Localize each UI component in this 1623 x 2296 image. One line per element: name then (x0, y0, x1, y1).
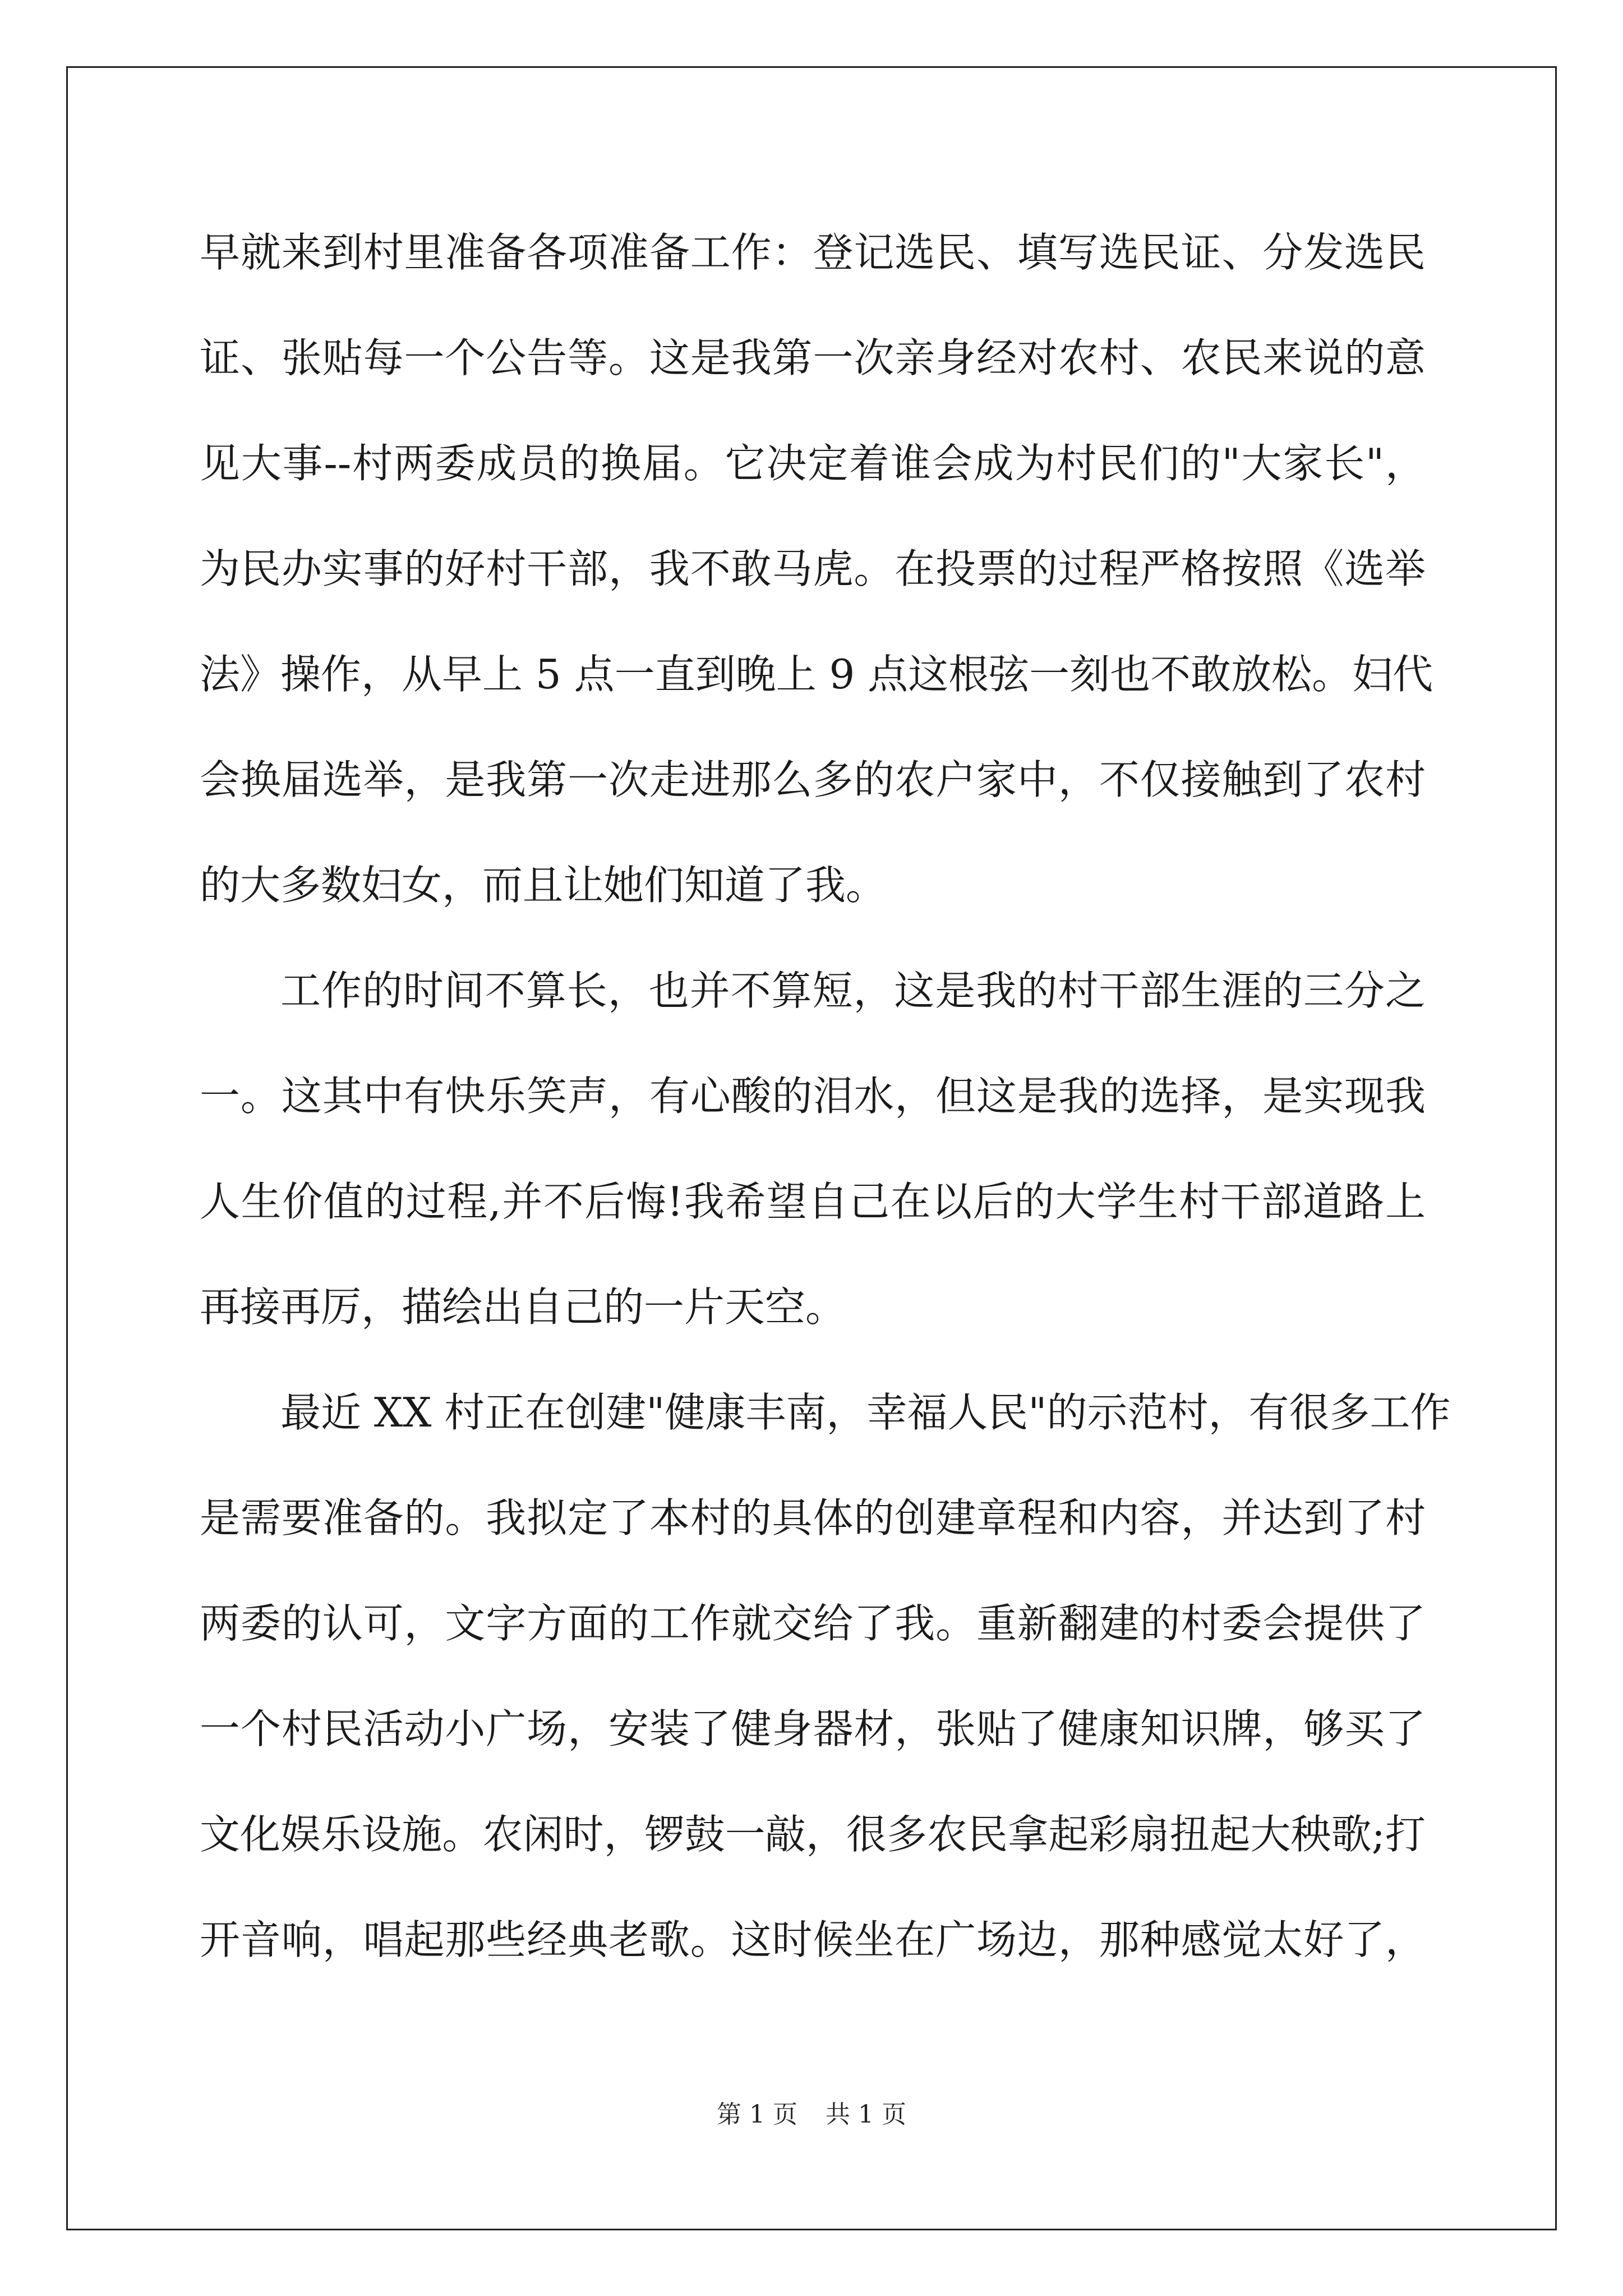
text-line: 的大多数妇女，而且让她们知道了我。 (200, 862, 887, 909)
text-line: 证、张贴每一个公告等。这是我第一次亲身经对农村、农民来说的意 (200, 334, 1426, 381)
document-body (200, 200, 1451, 1993)
text-line: 会换届选举，是我第一次走进那么多的农户家中，不仅接触到了农村 (200, 756, 1426, 803)
text-line: 两委的认可，文字方面的工作就交给了我。重新翻建的村委会提供了 (200, 1600, 1426, 1647)
text-line: 工作的时间不算长，也并不算短，这是我的村干部生涯的三分之 (280, 967, 1426, 1014)
text-line: 最近 XX 村正在创建"健康丰南，幸福人民"的示范村，有很多工作 (280, 1389, 1451, 1436)
text-line: 见大事--村两委成员的换届。它决定着谁会成为村民们的"大家长"， (200, 440, 1426, 487)
text-line: 一。这其中有快乐笑声，有心酸的泪水，但这是我的选择，是实现我 (200, 1073, 1426, 1120)
page-number: 第 1 页 (717, 2100, 797, 2129)
page-total: 共 1 页 (826, 2100, 906, 2129)
text-line: 一个村民活动小广场，安装了健身器材，张贴了健康知识牌，够买了 (200, 1705, 1426, 1752)
text-line: 是需要准备的。我拟定了本村的具体的创建章程和内容，并达到了村 (200, 1494, 1426, 1542)
text-line: 开音响，唱起那些经典老歌。这时候坐在广场边，那种感觉太好了， (200, 1916, 1426, 1963)
text-line: 早就来到村里准备各项准备工作：登记选民、填写选民证、分发选民 (200, 229, 1426, 276)
text-line: 法》操作，从早上 5 点一直到晚上 9 点这根弦一刻也不敢放松。妇代 (200, 651, 1433, 698)
page-footer (0, 2098, 1623, 2132)
text-line: 文化娱乐设施。农闲时，锣鼓一敲，很多农民拿起彩扇扭起大秧歌;打 (200, 1811, 1426, 1858)
text-line: 再接再厉，描绘出自己的一片天空。 (200, 1283, 846, 1331)
text-line: 人生价值的过程,并不后悔!我希望自己在以后的大学生村干部道路上 (200, 1178, 1426, 1225)
text-line: 为民办实事的好村干部，我不敢马虎。在投票的过程严格按照《选举 (200, 545, 1426, 592)
